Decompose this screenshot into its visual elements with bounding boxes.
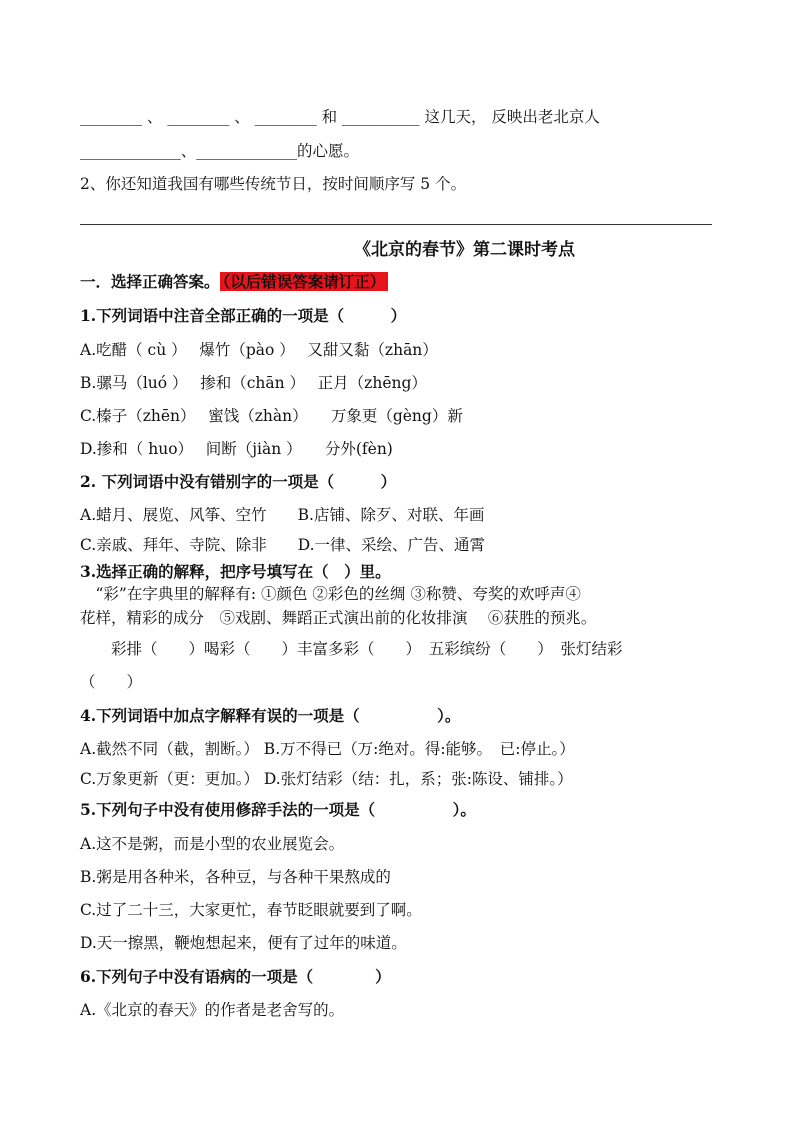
fill-line-2: _____________、_____________的心愿。 <box>80 142 360 160</box>
q2-options-cd: C.亲戚、拜年、寺院、除非 D.一律、采绘、广告、通霄 <box>80 536 486 554</box>
q3-items-tail: （ ） <box>80 673 143 691</box>
q4-options-ab: A.截然不同（截，割断。） B.万不得已（万:绝对。得:能够。 已:停止。） <box>80 740 575 758</box>
q5-option-c: C.过了二十三，大家更忙，春节眨眼就要到了啊。 <box>80 901 422 919</box>
q5-stem: 5.下列句子中没有使用修辞手法的一项是（ ）。 <box>80 800 476 819</box>
page-title: 《北京的春节》第二课时考点 <box>354 240 575 260</box>
correction-note-badge: （以后错误答案请订正） <box>220 272 389 291</box>
section-label: 一．选择正确答案。 <box>80 272 220 291</box>
q2-options-ab: A.蜡月、展览、风筝、空竹 B.店铺、除歹、对联、年画 <box>80 506 485 524</box>
q1-option-a: A.吃醋（ cù ） 爆竹（pào ） 又甜又黏（zhān） <box>80 341 438 359</box>
q3-definitions-2: 花样，精彩的成分 ⑤戏剧、舞蹈正式演出前的化妆排演 ⑥获胜的预兆。 <box>80 609 597 627</box>
divider-line <box>80 224 712 225</box>
q1-option-b: B.骡马（luó ） 掺和（chān ） 正月（zhēng） <box>80 374 427 392</box>
q6-stem: 6.下列句子中没有语病的一项是（ ） <box>80 967 391 986</box>
q5-option-a: A.这不是粥，而是小型的农业展览会。 <box>80 835 345 853</box>
q6-option-a: A.《北京的春天》的作者是老舍写的。 <box>80 1001 345 1019</box>
fill-line-1: ________ 、 ________ 、 ________ 和 __________ 这几天， 反映出老北京人 <box>80 108 600 126</box>
q4-options-cd: C.万象更新（更：更加。） D.张灯结彩（结：扎，系；张:陈设、铺排。） <box>80 770 573 788</box>
q3-stem: 3.选择正确的解释，把序号填写在（ ）里。 <box>80 562 391 581</box>
section-heading <box>80 272 388 292</box>
q3-definitions-1: “彩”在字典里的解释有: ①颜色 ②彩色的丝绸 ③称赞、夸奖的欢呼声④ <box>80 585 581 603</box>
q1-option-c: C.榛子（zhēn） 蜜饯（zhàn） 万象更（gèng）新 <box>80 407 463 425</box>
q3-items: 彩排（ ）喝彩（ ）丰富多彩（ ） 五彩缤纷（ ） 张灯结彩 <box>80 640 623 658</box>
q4-stem: 4.下列词语中加点字解释有误的一项是（ ）。 <box>80 706 461 725</box>
q2-stem-text: 2. 下列词语中没有错别字的一项是（ ） <box>80 472 397 491</box>
question-festivals: 2、你还知道我国有哪些传统节日，按时间顺序写 5 个。 <box>80 175 467 193</box>
q1-stem: 1.下列词语中注音全部正确的一项是（ ） <box>80 306 407 325</box>
q5-option-b: B.粥是用各种米，各种豆，与各种干果熬成的 <box>80 868 391 886</box>
q1-option-d: D.掺和（ huo） 间断（jiàn ） 分外(fèn) <box>80 440 393 458</box>
q5-option-d: D.天一擦黑，鞭炮想起来，便有了过年的味道。 <box>80 934 407 952</box>
q2-stem <box>80 472 396 492</box>
